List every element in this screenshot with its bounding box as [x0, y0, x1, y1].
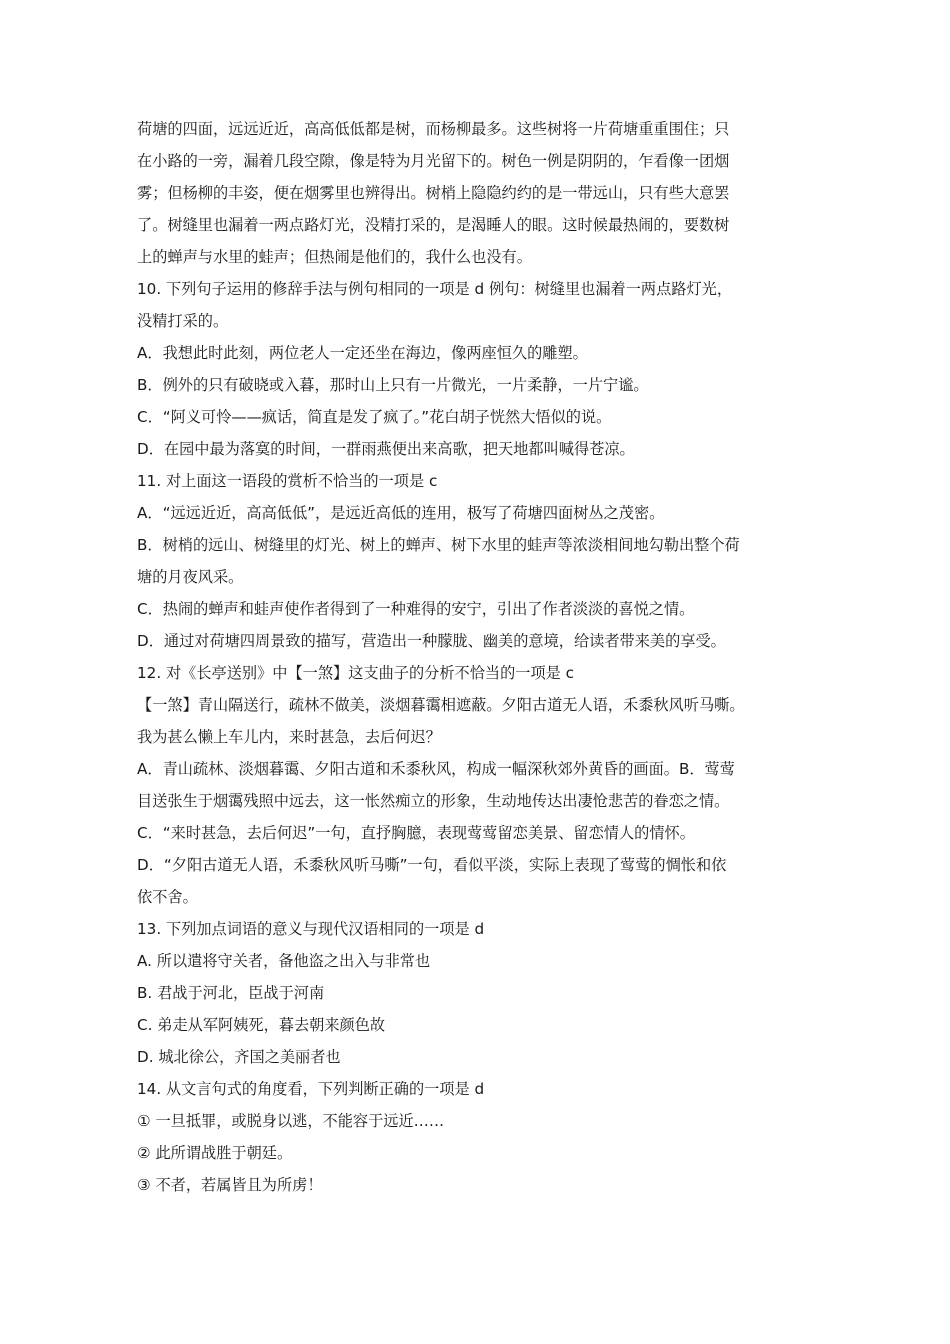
question-12-option-d: D．“夕阳古道无人语，禾黍秋风听马嘶”一句，看似平淡，实际上表现了莺莺的惆怅和依: [137, 856, 727, 874]
question-13-option-a: A. 所以遣将守关者，备他盗之出入与非常也: [137, 952, 431, 970]
question-12-lyric-cont: 我为甚么懒上车儿内，来时甚急，去后何迟？: [137, 728, 441, 746]
question-11-option-b-cont: 塘的月夜风采。: [137, 568, 244, 586]
question-14-item-2: ② 此所谓战胜于朝廷。: [137, 1144, 293, 1162]
passage-line-2: 在小路的一旁，漏着几段空隙，像是特为月光留下的。树色一例是阴阴的，乍看像一团烟: [137, 152, 730, 170]
question-11-option-a: A．“远远近近，高高低低”，是远近高低的连用，极写了荷塘四面树丛之茂密。: [137, 504, 665, 522]
question-13-stem: 13. 下列加点词语的意义与现代汉语相同的一项是 d: [137, 920, 485, 938]
question-11-stem: 11. 对上面这一语段的赏析不恰当的一项是 c: [137, 472, 438, 490]
question-11-option-d: D．通过对荷塘四周景致的描写，营造出一种朦胧、幽美的意境，给读者带来美的享受。: [137, 632, 726, 650]
passage-line-1: 荷塘的四面，远远近近，高高低低都是树，而杨柳最多。这些树将一片荷塘重重围住；只: [137, 120, 730, 138]
question-10-option-c: C．“阿义可怜——疯话，简直是发了疯了。”花白胡子恍然大悟似的说。: [137, 408, 612, 426]
question-13-option-b: B. 君战于河北，臣战于河南: [137, 984, 325, 1002]
question-10-stem: 10. 下列句子运用的修辞手法与例句相同的一项是 d 例句：树缝里也漏着一两点路灯光，: [137, 280, 733, 298]
question-14-item-1: ① 一旦抵罪，或脱身以逃，不能容于远近……: [137, 1112, 445, 1130]
question-13-option-d: D. 城北徐公，齐国之美丽者也: [137, 1048, 341, 1066]
question-12-stem: 12. 对《长亭送别》中【一煞】这支曲子的分析不恰当的一项是 c: [137, 664, 575, 682]
question-10-option-a: A．我想此时此刻，两位老人一定还坐在海边，像两座恒久的雕塑。: [137, 344, 588, 362]
question-12-option-a-b: A．青山疏林、淡烟暮霭、夕阳古道和禾黍秋风，构成一幅深秋郊外黄昏的画面。B．莺莺: [137, 760, 735, 778]
question-10-option-b: B．例外的只有破晓或入暮，那时山上只有一片微光，一片柔静，一片宁谧。: [137, 376, 649, 394]
question-12-lyric: 【一煞】青山隔送行，疏林不做美，淡烟暮霭相遮蔽。夕阳古道无人语，禾黍秋风听马嘶。: [137, 696, 745, 714]
question-14-item-3: ③ 不者，若属皆且为所虏！: [137, 1176, 323, 1194]
question-12-option-c: C．“来时甚急，去后何迟”一句，直抒胸臆，表现莺莺留恋美景、留恋情人的情怀。: [137, 824, 695, 842]
question-14-stem: 14. 从文言句式的角度看，下列判断正确的一项是 d: [137, 1080, 485, 1098]
question-10-option-d: D．在园中最为落寞的时间，一群雨燕便出来高歌，把天地都叫喊得苍凉。: [137, 440, 635, 458]
question-10-stem-cont: 没精打采的。: [137, 312, 229, 330]
question-13-option-c: C. 弟走从军阿姨死，暮去朝来颜色故: [137, 1016, 386, 1034]
question-12-option-d-cont: 依不舍。: [137, 888, 198, 906]
question-12-option-b-cont: 目送张生于烟霭残照中远去，这一怅然痴立的形象，生动地传达出凄怆悲苦的眷恋之情。: [137, 792, 730, 810]
document-body: [137, 113, 837, 1201]
passage-line-4: 了。树缝里也漏着一两点路灯光，没精打采的，是渴睡人的眼。这时候最热闹的，要数树: [137, 216, 730, 234]
question-11-option-c: C．热闹的蝉声和蛙声使作者得到了一种难得的安宁，引出了作者淡淡的喜悦之情。: [137, 600, 695, 618]
question-11-option-b: B．树梢的远山、树缝里的灯光、树上的蝉声、树下水里的蛙声等浓淡相间地勾勒出整个荷: [137, 536, 740, 554]
passage-line-5: 上的蝉声与水里的蛙声；但热闹是他们的，我什么也没有。: [137, 248, 532, 266]
passage-line-3: 雾；但杨柳的丰姿，便在烟雾里也辨得出。树梢上隐隐约约的是一带远山，只有些大意罢: [137, 184, 730, 202]
